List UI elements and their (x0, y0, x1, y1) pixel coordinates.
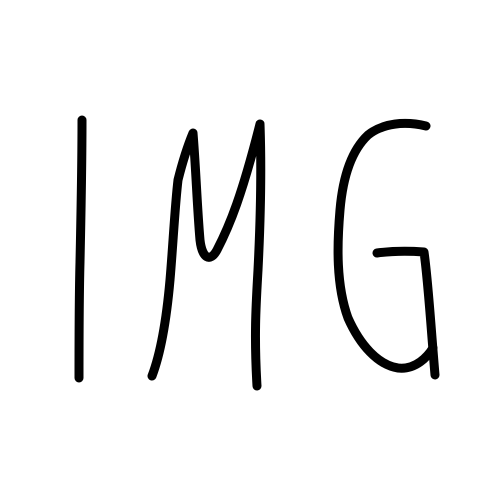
letter-g (338, 123, 435, 375)
letter-m (152, 124, 261, 386)
letter-i (79, 120, 82, 378)
letter-i-stroke (79, 120, 82, 378)
letter-m-stroke (152, 124, 261, 386)
letter-g-curve (338, 123, 433, 368)
